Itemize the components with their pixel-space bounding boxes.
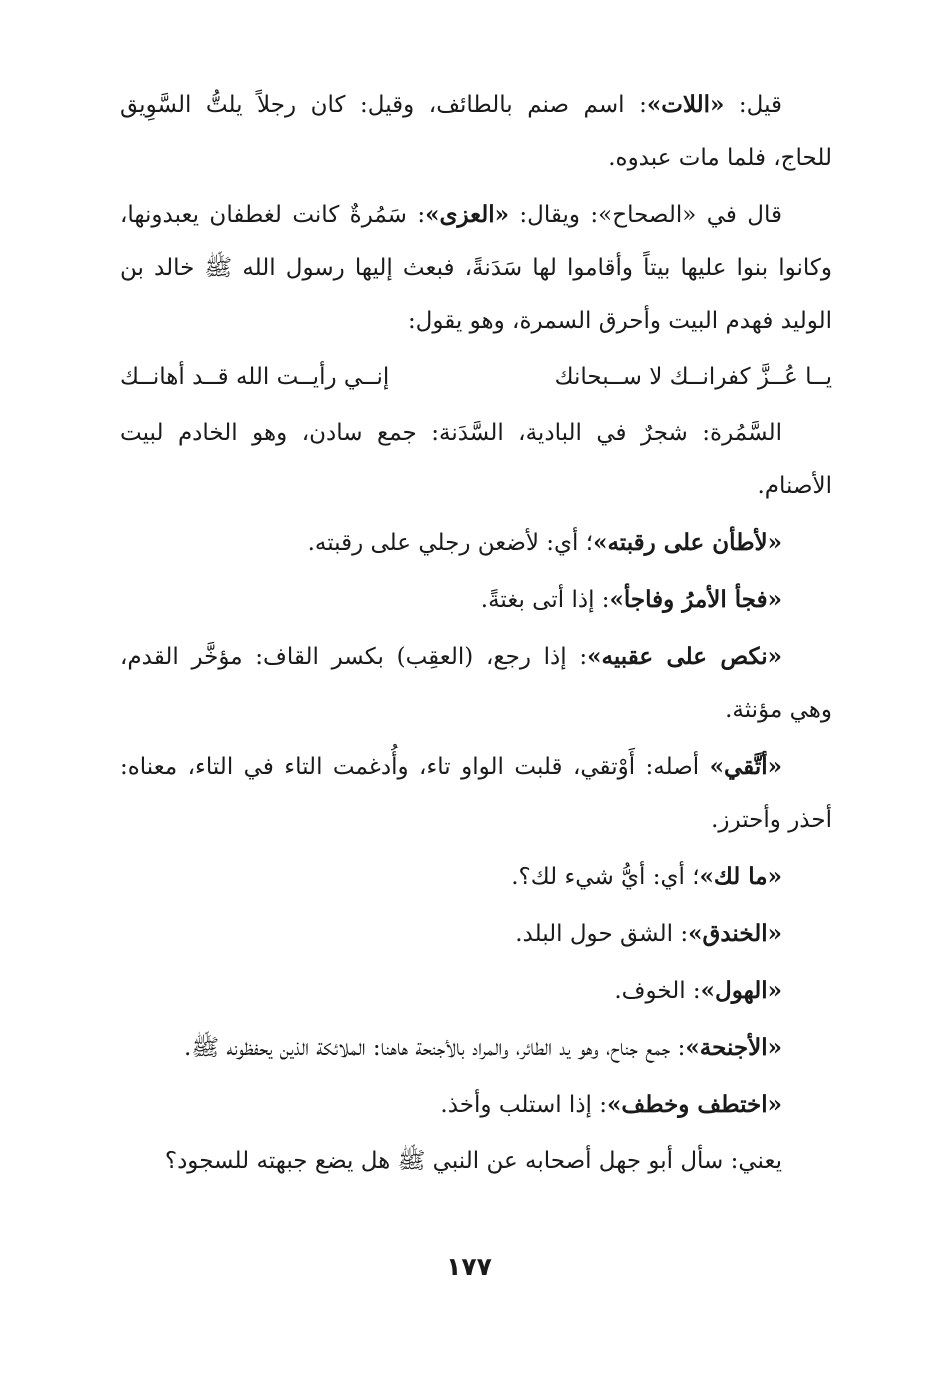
glossary-term: «اللات» bbox=[646, 91, 725, 118]
paragraph-allat bbox=[120, 78, 832, 185]
paragraph-text: : اسم صنم بالطائف، وقيل: كان رجلاً يلتُّ السَّوِيق للحاج، فلما مات عبدوه. bbox=[120, 92, 832, 171]
definition-text: ؛ أي: لأضعن رجلي على رقبته. bbox=[307, 530, 594, 556]
definition-text: : إذا أتى بغتةً. bbox=[480, 587, 610, 613]
glossary-entry-malak bbox=[120, 850, 832, 904]
page-body bbox=[120, 78, 832, 1191]
glossary-term: «أتَّقي» bbox=[709, 753, 782, 780]
glossary-term: «الخندق» bbox=[688, 920, 782, 947]
glossary-entry-nakas bbox=[120, 630, 832, 737]
glossary-term: «اختطف وخطف» bbox=[607, 1091, 782, 1118]
glossary-entry-faja bbox=[120, 573, 832, 627]
definition-text: يعني: سأل أبو جهل أصحابه عن النبي ﷺ هل يضع جبهته للسجود؟ bbox=[164, 1148, 782, 1174]
poem-verse bbox=[120, 351, 832, 404]
glossary-term: «ما لك» bbox=[699, 863, 782, 890]
glossary-entry-ajniha bbox=[120, 1021, 832, 1075]
glossary-term: «الهول» bbox=[700, 977, 782, 1004]
glossary-entry-attaqi bbox=[120, 740, 832, 847]
glossary-entry-khandaq bbox=[120, 907, 832, 961]
paragraph-aluzza bbox=[120, 188, 832, 348]
glossary-term: «الأجنحة» bbox=[685, 1034, 782, 1061]
glossary-entry-samura bbox=[120, 407, 832, 513]
definition-text: : إذا رجع، (العقِب) بكسر القاف: مؤخَّر القدم، وهي مؤنثة. bbox=[120, 644, 832, 723]
definition-text: ؛ أي: أيُّ شيء لك؟. bbox=[511, 864, 700, 890]
definition-text: أصله: أَوْتقي، قلبت الواو تاء، وأُدغمت التاء في التاء، معناه: أحذر وأحترز. bbox=[120, 754, 832, 833]
definition-text: : إذا استلب وأخذ. bbox=[440, 1092, 608, 1118]
glossary-term: «نكص على عقبيه» bbox=[587, 643, 783, 670]
glossary-entry-ikhtataf bbox=[120, 1078, 832, 1132]
glossary-term: «لأطأن على رقبته» bbox=[593, 529, 782, 556]
page-number: ١٧٧ bbox=[446, 1252, 492, 1281]
glossary-entry-raqabatih bbox=[120, 516, 832, 570]
verse-second-hemistich: إنــي رأيــت الله قــد أهانــك bbox=[120, 364, 390, 390]
definition-text: السَّمُرة: شجرٌ في البادية، السَّدَنة: جمع سادن، وهو الخادم لبيت الأصنام. bbox=[120, 420, 832, 499]
glossary-term: «فجأ الأمرُ وفاجأ» bbox=[609, 586, 782, 613]
explanation-paragraph bbox=[120, 1135, 832, 1188]
definition-text: : جمع جناح، وهو يد الطائر، والمراد بالأجنحة هاهنا: الملائكة الذين يحفظونه ﷺ. bbox=[184, 1035, 686, 1061]
definition-text: : الشق حول البلد. bbox=[515, 921, 689, 947]
paragraph-text: قيل: bbox=[724, 92, 783, 118]
definition-text: : الخوف. bbox=[614, 978, 701, 1004]
glossary-entry-hawl bbox=[120, 964, 832, 1018]
paragraph-text: قال في «الصحاح»: ويقال: bbox=[509, 202, 782, 228]
glossary-term: «العزى» bbox=[425, 201, 510, 228]
paragraph-text: : سَمُرةٌ كانت لغطفان يعبدونها، وكانوا بنوا عليها بيتاً وأقاموا لها سَدَنةً، فبعث إليها رسول الله ﷺ خالد بن الوليد فهدم البيت وأحرق السمرة، وهو يقول: bbox=[120, 202, 832, 334]
verse-first-hemistich: يــا عُــزَّ كفرانــك لا ســبحانك bbox=[554, 364, 832, 390]
